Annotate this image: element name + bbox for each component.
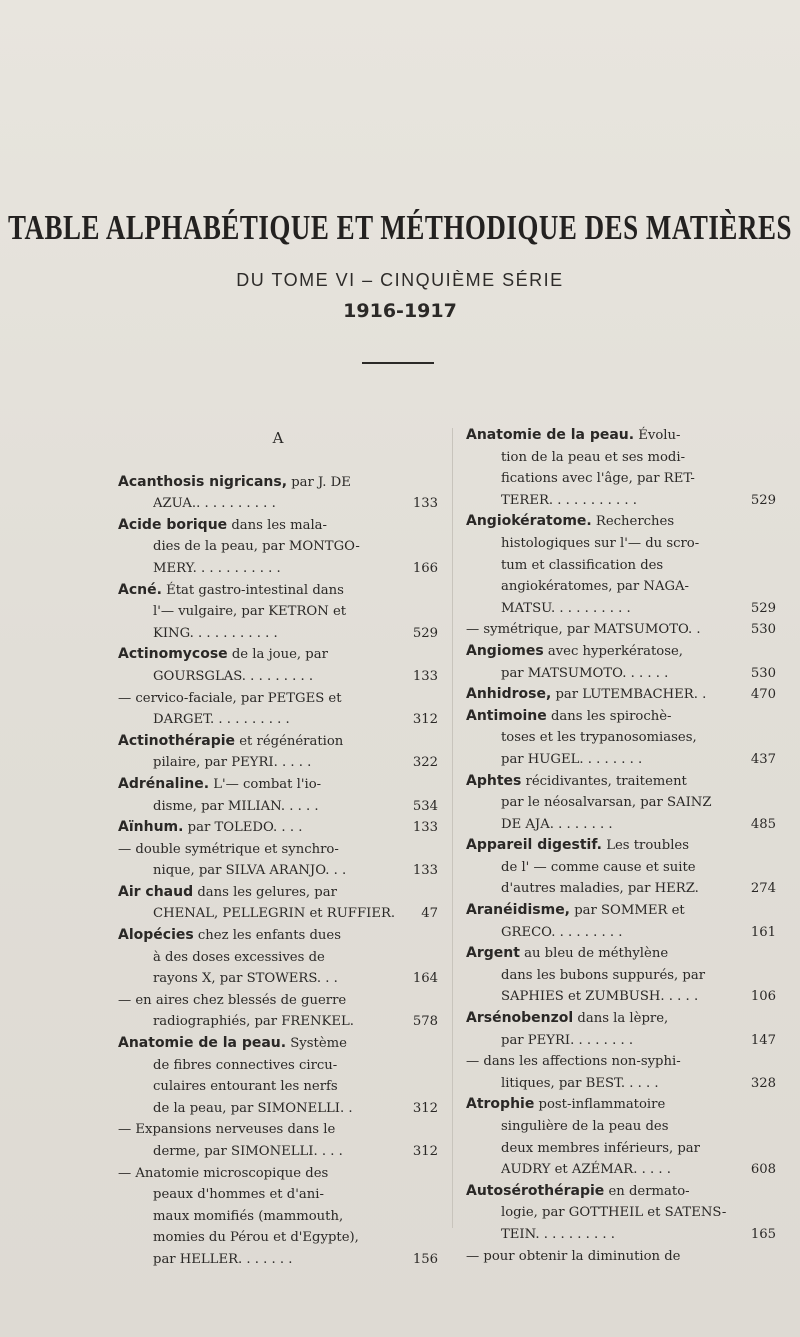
index-entry-text: de l' — comme cause et suite — [501, 859, 696, 875]
index-line-text — [501, 663, 746, 685]
index-line — [466, 943, 776, 965]
index-entry-text: par HELLER. . . . . . . — [153, 1251, 293, 1267]
index-line — [466, 857, 776, 879]
index-line — [118, 1163, 438, 1185]
index-line-text — [118, 472, 438, 494]
index-entry-text: au bleu de méthylène — [519, 946, 669, 962]
index-entry-text: angiokératomes, par NAGA- — [501, 579, 689, 595]
index-line — [118, 882, 438, 904]
index-entry-text: MERY. . . . . . . . . . . — [153, 560, 281, 576]
index-line-text — [501, 878, 746, 900]
page-number: 166 — [412, 560, 438, 576]
index-line-text — [466, 1008, 776, 1030]
index-line — [466, 576, 776, 598]
index-line — [466, 425, 776, 447]
index-entry-text: et régénération — [235, 733, 344, 749]
index-line — [118, 1098, 438, 1120]
index-entry-text: fications avec l'âge, par RET- — [501, 471, 695, 487]
index-line-text — [466, 706, 776, 728]
index-line-text — [501, 1030, 746, 1052]
page-number: 470 — [750, 687, 776, 703]
index-line — [118, 493, 438, 515]
index-line — [466, 835, 776, 857]
index-line-text — [153, 1055, 438, 1077]
index-line — [466, 641, 776, 663]
index-line-text — [153, 493, 408, 515]
index-line-text — [153, 1249, 408, 1271]
index-entry-text: disme, par MILIAN. . . . . — [153, 798, 319, 814]
index-headword: Aïnhum. — [118, 819, 184, 836]
page-number: 106 — [750, 989, 776, 1005]
index-line — [118, 903, 438, 925]
index-line-text — [501, 1138, 776, 1160]
index-entry-text: L'— combat l'io- — [209, 776, 322, 792]
index-line — [118, 839, 438, 861]
index-line — [118, 817, 438, 839]
index-line — [118, 709, 438, 731]
index-line-text — [466, 1051, 776, 1073]
index-line — [466, 814, 776, 836]
index-headword: Anatomie de la peau. — [466, 427, 635, 443]
page-number: 161 — [750, 924, 776, 940]
index-entry-text: par J. DE — [287, 474, 351, 490]
index-entry-text: — pour obtenir la diminution de — [466, 1248, 681, 1264]
index-line-text — [501, 1159, 746, 1181]
index-line — [118, 558, 438, 580]
index-headword: Actinomycose — [118, 646, 228, 663]
index-entry-text: tion de la peau et ses modi- — [501, 449, 686, 465]
index-line-text — [466, 771, 776, 793]
index-line — [118, 1206, 438, 1228]
index-line — [466, 490, 776, 512]
index-line-text — [118, 580, 438, 602]
index-line-text — [153, 601, 438, 623]
title-rule — [362, 362, 434, 364]
index-line-text — [153, 752, 408, 774]
index-line — [118, 731, 438, 753]
index-entry-text: rayons X, par STOWERS. . . — [153, 971, 338, 987]
index-entry-text: histologiques sur l'— du scro- — [501, 535, 700, 551]
index-line-text — [466, 684, 746, 706]
index-entry-text: KING. . . . . . . . . . . — [153, 625, 278, 641]
index-line-text — [153, 796, 408, 818]
index-entry-text: litiques, par BEST. . . . . — [501, 1075, 659, 1091]
index-entry-text: peaux d'hommes et d'ani- — [153, 1187, 324, 1203]
page-number: 165 — [750, 1226, 776, 1242]
index-line-text — [466, 1094, 776, 1116]
index-entry-text: AUDRY et AZÉMAR. . . . . — [501, 1162, 671, 1178]
index-entry-text: dans la lèpre, — [573, 1011, 669, 1027]
index-entry-text: — Expansions nerveuses dans le — [118, 1122, 336, 1138]
index-entry-text: par SOMMER et — [570, 903, 685, 919]
index-headword: Aranéidisme, — [466, 902, 571, 919]
index-line — [466, 511, 776, 533]
index-entry-text: deux membres inférieurs, par — [501, 1140, 700, 1156]
page-number: 312 — [412, 1144, 438, 1159]
index-line — [466, 1073, 776, 1095]
page-number: 534 — [412, 798, 438, 814]
index-line-text — [118, 1163, 438, 1185]
index-line-text — [118, 688, 438, 710]
index-entry-text: AZUA.. . . . . . . . . . — [153, 496, 276, 512]
page-number: 530 — [750, 622, 776, 638]
index-line — [118, 1249, 438, 1271]
index-entry-text: SAPHIES et ZUMBUSH. . . . . — [501, 989, 699, 1005]
index-line-text — [501, 555, 776, 577]
index-line-text — [153, 709, 408, 731]
index-line — [118, 1055, 438, 1077]
index-line — [118, 666, 438, 688]
index-line-text — [501, 447, 776, 469]
page-number: 133 — [412, 863, 438, 879]
index-line-text — [118, 774, 438, 796]
index-line-text — [153, 947, 438, 969]
page-number: 274 — [750, 881, 776, 897]
index-line-text — [153, 860, 408, 882]
index-line — [118, 1033, 438, 1055]
index-line — [466, 1246, 776, 1268]
index-line — [118, 644, 438, 666]
index-headword: Autosérothérapie — [466, 1182, 605, 1199]
index-line-text — [501, 814, 746, 836]
index-line-text — [501, 533, 776, 555]
index-line — [466, 1094, 776, 1116]
index-line — [466, 598, 776, 620]
index-line — [466, 1159, 776, 1181]
index-line-text — [466, 619, 746, 641]
index-line — [466, 986, 776, 1008]
index-entry-text: par PEYRI. . . . . . . . — [501, 1032, 634, 1048]
index-entry-text: tum et classification des — [501, 557, 664, 573]
index-entry-text: DARGET. . . . . . . . . . — [153, 712, 290, 728]
index-headword: Anhidrose, — [466, 686, 552, 703]
index-entry-text: derme, par SIMONELLI. . . . — [153, 1144, 343, 1159]
index-headword: Angiomes — [466, 642, 544, 659]
page-number: 529 — [412, 625, 438, 641]
index-entry-text: post-inflammatoire — [534, 1097, 666, 1113]
index-line — [466, 1224, 776, 1246]
index-line-text — [501, 468, 776, 490]
index-entry-text: dans les mala- — [227, 517, 327, 533]
page-number: 147 — [750, 1032, 776, 1048]
index-line — [466, 684, 776, 706]
index-line — [118, 947, 438, 969]
index-line — [466, 447, 776, 469]
index-line-text — [466, 943, 776, 965]
index-line-text — [153, 903, 408, 925]
index-headword: Arsénobenzol — [466, 1010, 574, 1027]
index-line — [466, 1116, 776, 1138]
index-column-right — [466, 425, 776, 1267]
index-entry-text: dans les gelures, par — [193, 884, 337, 900]
index-line — [118, 601, 438, 623]
index-line-text — [501, 922, 746, 944]
index-entry-text: singulière de la peau des — [501, 1119, 669, 1134]
index-line — [466, 900, 776, 922]
index-headword: Acanthosis nigricans, — [118, 473, 288, 490]
index-entry-text: par MATSUMOTO. . . . . . — [501, 665, 669, 681]
index-line — [118, 536, 438, 558]
index-headword: Appareil digestif. — [466, 837, 603, 854]
index-line-text — [118, 817, 408, 839]
index-entry-text: momies du Pérou et d'Egypte), — [153, 1230, 359, 1246]
index-entry-text: en dermato- — [604, 1183, 690, 1199]
index-line-text — [501, 965, 776, 987]
index-line — [118, 1184, 438, 1206]
page-number: 608 — [750, 1162, 776, 1178]
index-line-text — [153, 558, 408, 580]
index-entry-text: — dans les affections non-syphi- — [466, 1054, 681, 1070]
index-headword: Aphtes — [466, 772, 522, 789]
page-title: TABLE ALPHABÉTIQUE ET MÉTHODIQUE DES MATIÈRES — [8, 208, 792, 247]
index-line — [118, 796, 438, 818]
index-line-text — [153, 1076, 438, 1098]
index-line-text — [118, 731, 438, 753]
index-line — [118, 1227, 438, 1249]
index-entry-text: — symétrique, par MATSUMOTO. . — [466, 622, 701, 638]
index-line-text — [466, 641, 776, 663]
index-line — [118, 515, 438, 537]
index-entry-text: — Anatomie microscopique des — [118, 1165, 329, 1181]
index-entry-text: Les troubles — [602, 838, 689, 854]
index-line-text — [153, 1011, 408, 1033]
index-entry-text: — cervico-faciale, par PETGES et — [118, 690, 342, 706]
index-line-text — [118, 925, 438, 947]
index-headword: Antimoine — [466, 707, 547, 724]
index-line — [118, 1011, 438, 1033]
page-number: 328 — [750, 1075, 776, 1091]
index-line-text — [153, 536, 438, 558]
index-line-text — [153, 1206, 438, 1228]
page-number: 529 — [750, 600, 776, 616]
index-line — [466, 792, 776, 814]
index-line — [466, 533, 776, 555]
index-entry-text: par TOLEDO. . . . — [183, 820, 303, 836]
index-entry-text: récidivantes, traitement — [521, 773, 687, 789]
index-entry-text: à des doses excessives de — [153, 949, 325, 965]
index-entry-text: dans les spirochè- — [546, 708, 672, 724]
index-line-text — [501, 727, 776, 749]
index-entry-text: avec hyperkératose, — [543, 643, 684, 659]
column-divider — [452, 428, 453, 1228]
index-entry-text: de la joue, par — [227, 647, 328, 663]
index-line — [118, 580, 438, 602]
index-line-text — [118, 515, 438, 537]
index-entry-text: radiographiés, par FRENKEL. — [153, 1014, 354, 1030]
index-line-text — [501, 1202, 776, 1224]
index-entry-text: par HUGEL. . . . . . . . — [501, 751, 643, 767]
index-headword: Air chaud — [118, 883, 194, 900]
volume-years: 1916-1917 — [343, 300, 457, 322]
index-line — [466, 1008, 776, 1030]
index-line-text — [153, 623, 408, 645]
index-entry-text: dies de la peau, par MONTGO- — [153, 539, 360, 555]
index-column-left — [118, 425, 438, 1271]
index-line — [466, 749, 776, 771]
index-entry-text: GOURSGLAS. . . . . . . . . — [153, 668, 314, 684]
index-line — [118, 774, 438, 796]
index-entry-text: d'autres maladies, par HERZ. — [501, 881, 699, 897]
page-number: 322 — [412, 755, 438, 771]
index-line — [118, 1119, 438, 1141]
index-entry-text: GRECO. . . . . . . . . — [501, 924, 623, 940]
index-line-text — [118, 1033, 438, 1055]
index-entry-text: TERER. . . . . . . . . . . — [501, 492, 637, 508]
index-headword: Atrophie — [466, 1096, 535, 1113]
index-line-text — [466, 900, 776, 922]
index-entry-text: CHENAL, PELLEGRIN et RUFFIER. — [153, 906, 396, 922]
index-line-text — [466, 511, 776, 533]
index-line — [466, 1030, 776, 1052]
index-line-text — [501, 1073, 746, 1095]
page-number: 485 — [750, 816, 776, 832]
index-entry-text: culaires entourant les nerfs — [153, 1079, 338, 1095]
page-number: 530 — [750, 665, 776, 681]
page-number: 47 — [421, 906, 438, 922]
index-headword: Acné. — [118, 581, 162, 598]
index-line — [118, 688, 438, 710]
index-line-text — [466, 1181, 776, 1203]
index-entry-text: — double symétrique et synchro- — [118, 841, 339, 857]
index-line-text — [153, 1227, 438, 1249]
index-line — [118, 860, 438, 882]
index-entry-text: maux momifiés (mammouth, — [153, 1208, 344, 1224]
index-line-text — [118, 990, 438, 1012]
index-entry-text: par le néosalvarsan, par SAINZ — [501, 795, 712, 811]
page-subtitle: DU TOME VI – CINQUIÈME SÉRIE — [236, 270, 564, 290]
index-line — [466, 922, 776, 944]
page-number: 133 — [412, 496, 438, 512]
index-entry-text: TEIN. . . . . . . . . . — [501, 1226, 615, 1242]
index-line-text — [118, 1119, 438, 1141]
index-line — [118, 623, 438, 645]
index-entry-text: de fibres connectives circu- — [153, 1057, 338, 1073]
index-line-text — [466, 425, 776, 447]
page-number: 312 — [412, 712, 438, 728]
page-number: 133 — [412, 668, 438, 684]
page-number: 164 — [412, 971, 438, 987]
index-entry-text: pilaire, par PEYRI. . . . . — [153, 755, 312, 771]
index-line-text — [118, 839, 438, 861]
index-entry-text: de la peau, par SIMONELLI. . — [153, 1100, 353, 1116]
index-entry-text: toses et les trypanosomiases, — [501, 730, 697, 746]
index-line-text — [153, 968, 408, 990]
index-line-text — [466, 1246, 776, 1268]
index-line — [118, 472, 438, 494]
index-line — [118, 752, 438, 774]
index-entry-text: MATSU. . . . . . . . . . — [501, 600, 631, 616]
page-number: 437 — [750, 751, 776, 767]
index-entry-text: logie, par GOTTHEIL et SATENS- — [501, 1205, 727, 1221]
index-entry-text: Système — [286, 1036, 347, 1052]
index-line-text — [501, 1116, 776, 1138]
index-headword: Anatomie de la peau. — [118, 1035, 287, 1052]
index-line — [118, 925, 438, 947]
index-line-text — [501, 490, 746, 512]
index-entry-text: DE AJA. . . . . . . . — [501, 816, 613, 832]
index-line-text — [153, 1184, 438, 1206]
index-headword: Alopécies — [118, 927, 194, 944]
index-line-text — [501, 598, 746, 620]
index-line — [118, 990, 438, 1012]
page-number: 156 — [412, 1251, 438, 1267]
section-letter: A — [272, 429, 284, 447]
index-line-text — [501, 792, 776, 814]
index-line — [466, 468, 776, 490]
index-line-text — [153, 666, 408, 688]
index-headword: Angiokératome. — [466, 513, 592, 530]
index-line-text — [466, 835, 776, 857]
index-line-text — [501, 1224, 746, 1246]
index-line — [118, 1141, 438, 1163]
index-line — [466, 727, 776, 749]
index-line-text — [501, 857, 776, 879]
index-line — [466, 1202, 776, 1224]
index-line — [466, 1138, 776, 1160]
index-headword: Adrénaline. — [118, 775, 210, 792]
index-line — [466, 663, 776, 685]
index-headword: Argent — [466, 945, 520, 962]
index-entry-text: nique, par SILVA ARANJO. . . — [153, 863, 347, 879]
index-line-text — [501, 576, 776, 598]
index-line-text — [501, 749, 746, 771]
page-number: 529 — [750, 492, 776, 508]
index-line-text — [118, 882, 438, 904]
index-line — [466, 878, 776, 900]
index-line-text — [153, 1098, 408, 1120]
index-entry-text: Recherches — [591, 514, 675, 530]
index-line — [118, 1076, 438, 1098]
index-line — [466, 1181, 776, 1203]
index-entry-text: dans les bubons suppurés, par — [501, 967, 706, 983]
page-number: 578 — [412, 1014, 438, 1030]
index-line-text — [153, 1141, 408, 1163]
index-entry-text: par LUTEMBACHER. . — [551, 687, 707, 703]
index-line-text — [118, 644, 438, 666]
index-line — [466, 965, 776, 987]
index-line-text — [501, 986, 746, 1008]
index-line — [466, 771, 776, 793]
index-line — [466, 619, 776, 641]
index-entry-text: l'— vulgaire, par KETRON et — [153, 604, 347, 620]
index-entry-text: État gastro-intestinal dans — [161, 582, 344, 598]
index-line — [118, 968, 438, 990]
page-number: 312 — [412, 1100, 438, 1116]
index-entry-text: Évolu- — [634, 428, 681, 443]
index-line — [466, 555, 776, 577]
index-line — [466, 706, 776, 728]
index-headword: Actinothérapie — [118, 732, 236, 749]
page-number: 133 — [412, 820, 438, 836]
index-headword: Acide borique — [118, 516, 228, 533]
index-entry-text: chez les enfants dues — [193, 928, 342, 944]
index-entry-text: — en aires chez blessés de guerre — [118, 992, 347, 1008]
index-line — [466, 1051, 776, 1073]
